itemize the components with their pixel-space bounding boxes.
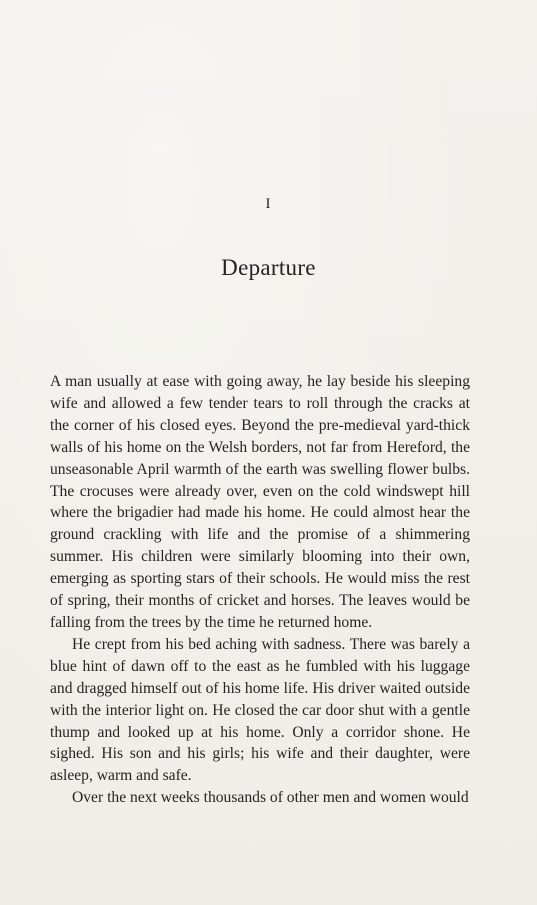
bleed-through-texture [60, 88, 480, 109]
paragraph: He crept from his bed aching with sadness. There was barely a blue hint of dawn off to the east as he fumbled with his luggage and dragged himself out of his home life. His driver waited outside with the interior light on. He closed the car door shut with a gentle thump and looked up at his home. Only a corridor shone. He sighed. His son and his girls; his wife and their daughter, were asleep, warm and safe. [50, 635, 470, 785]
paragraph: Over the next weeks thousands of other men and women would [72, 789, 469, 807]
chapter-body [50, 371, 470, 809]
chapter-number: I [265, 196, 272, 212]
paragraph: A man usually at ease with going away, he lay beside his sleeping wife and allowed a few tender tears to roll through the cracks at the corner of his closed eyes. Beyond the pre-medieval yard-thick walls of his home on the Welsh borders, not far from Hereford, the unseasonable April warmth of the earth was swelling flower bulbs. The crocuses were already over, even on the cold windswept hill where the brigadier had made his home. He could almost hear the ground crackling with life and the promise of a shimmering summer. His children were similarly blooming into their own, emerging as sporting stars of their schools. He would miss the rest of spring, their months of cricket and horses. The leaves would be falling from the trees by the time he returned home. [50, 373, 470, 631]
chapter-title: Departure [221, 255, 316, 280]
